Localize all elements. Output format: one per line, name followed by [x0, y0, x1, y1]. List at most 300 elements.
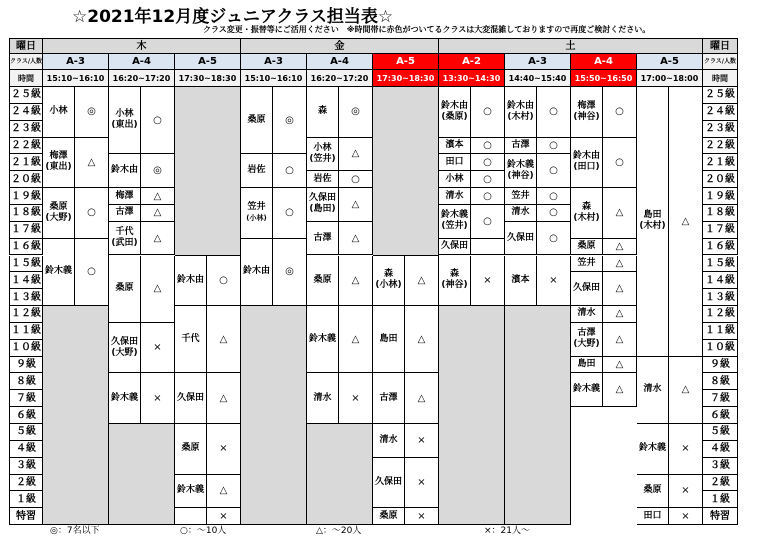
class-header: A-3 [241, 54, 307, 70]
capacity-mark: △ [405, 256, 439, 307]
teacher-cell [175, 306, 207, 373]
teacher-name: 千代 [115, 227, 134, 238]
class-count-label-right: クラス/人数 [703, 54, 738, 70]
teacher-name: 鈴木由 [440, 100, 468, 111]
teacher-name: 梅澤 [577, 100, 596, 111]
teacher-name: 久保田 [308, 193, 336, 204]
teacher-cell [43, 239, 75, 306]
teacher-cell [637, 357, 669, 424]
unavailable-block [109, 424, 175, 525]
class-header: A-4 [571, 54, 637, 70]
capacity-mark: △ [339, 306, 373, 373]
teacher-name: 鈴木由 [110, 165, 138, 176]
teacher-name: 桑原 [115, 283, 134, 294]
level-label-left: １１級 [9, 323, 43, 340]
class-header: A-4 [307, 54, 373, 70]
teacher-name: 久保田 [176, 392, 204, 403]
class-time: 13:30~14:30 [439, 70, 505, 87]
capacity-mark: △ [603, 239, 637, 256]
teacher-name: 清水 [577, 308, 596, 319]
level-label-right: ２０級 [703, 171, 738, 188]
capacity-mark: △ [669, 87, 703, 357]
teacher-cell [307, 87, 339, 138]
capacity-mark: × [339, 373, 373, 424]
teacher-name: 久保田 [110, 336, 138, 347]
teacher-cell [571, 272, 603, 306]
capacity-mark: ○ [273, 154, 307, 188]
teacher-name: 桑原 [247, 114, 266, 125]
level-label-left: １７級 [9, 222, 43, 239]
teacher-name: 島田 [643, 210, 662, 221]
teacher-name: 岩佐 [313, 173, 332, 184]
capacity-mark: ◎ [75, 87, 109, 138]
capacity-mark: ○ [537, 87, 571, 138]
teacher-cell [175, 424, 207, 475]
teacher-cell [307, 306, 339, 373]
capacity-mark: ○ [471, 188, 505, 205]
teacher-cell [373, 306, 405, 373]
capacity-mark: × [537, 256, 571, 307]
teacher-cell [175, 256, 207, 307]
teacher-name: (武田) [111, 238, 138, 249]
class-time: 15:10~16:10 [43, 70, 109, 87]
capacity-mark: × [405, 458, 439, 509]
level-label-left: ２４級 [9, 104, 43, 121]
capacity-mark: ○ [273, 188, 307, 239]
capacity-mark: ○ [603, 138, 637, 189]
teacher-cell [637, 475, 669, 509]
teacher-name: 久保田 [374, 476, 402, 487]
teacher-name: 古澤 [379, 392, 398, 403]
teacher-name: 桑原 [313, 274, 332, 285]
teacher-name: 古澤 [511, 139, 530, 150]
capacity-mark: ○ [471, 205, 505, 239]
time-label-right: 時間 [703, 70, 738, 87]
teacher-cell [571, 323, 603, 357]
teacher-name: 森 [383, 269, 393, 280]
unavailable-block [439, 306, 505, 525]
teacher-name: 小林 [49, 106, 68, 117]
capacity-mark: × [405, 424, 439, 458]
teacher-cell [373, 373, 405, 424]
teacher-cell [571, 138, 603, 189]
teacher-name: 鈴木由 [572, 151, 600, 162]
capacity-mark: × [669, 424, 703, 475]
level-label-left: １８級 [9, 205, 43, 222]
teacher-cell [505, 87, 537, 138]
teacher-cell [307, 188, 339, 222]
teacher-cell [439, 87, 471, 138]
teacher-name: (大野) [573, 339, 600, 350]
teacher-name: 小林 [445, 173, 464, 184]
teacher-name: 久保田 [506, 232, 534, 243]
level-label-right: １６級 [703, 239, 738, 256]
teacher-cell [439, 239, 471, 256]
day-friday: 金 [241, 38, 439, 54]
teacher-name: 鈴木義 [176, 485, 204, 496]
level-label-left: ２５級 [9, 87, 43, 104]
day-label-left: 曜日 [9, 38, 43, 54]
teacher-cell [109, 154, 141, 188]
class-header: A-2 [439, 54, 505, 70]
teacher-name: (大野) [45, 212, 72, 223]
capacity-mark: △ [207, 306, 241, 373]
level-label-right: ５級 [703, 424, 738, 441]
level-label-right: １１級 [703, 323, 738, 340]
class-count-label-left: クラス/人数 [9, 54, 43, 70]
teacher-name: 笠井 [247, 201, 266, 212]
level-label-left: ７級 [9, 390, 43, 407]
capacity-mark: × [471, 256, 505, 307]
class-time: 17:30~18:30 [373, 70, 439, 87]
day-label-right: 曜日 [703, 38, 738, 54]
teacher-cell [373, 458, 405, 509]
capacity-mark: ○ [471, 87, 505, 138]
level-label-right: １２級 [703, 306, 738, 323]
class-time: 16:20~17:20 [109, 70, 175, 87]
teacher-name: 森 [581, 201, 591, 212]
schedule-table [9, 38, 738, 525]
teacher-cell [505, 256, 537, 307]
capacity-mark: △ [603, 272, 637, 306]
level-label-right: 特習 [703, 508, 738, 525]
level-label-left: ２１級 [9, 154, 43, 171]
class-time: 17:30~18:30 [175, 70, 241, 87]
teacher-name: 森 [317, 106, 327, 117]
capacity-mark: ○ [471, 138, 505, 155]
capacity-mark [471, 239, 505, 256]
teacher-name: 清水 [445, 190, 464, 201]
teacher-name: (田口) [573, 162, 600, 173]
level-label-right: １４級 [703, 272, 738, 289]
level-label-left: ４級 [9, 441, 43, 458]
teacher-name: (小林) [375, 280, 402, 291]
capacity-mark: ○ [339, 171, 373, 188]
capacity-mark: × [207, 508, 241, 525]
teacher-cell [505, 154, 537, 188]
level-label-right: ７級 [703, 390, 738, 407]
teacher-name: (笠井) [309, 153, 336, 164]
class-time: 14:40~15:40 [505, 70, 571, 87]
teacher-cell [637, 424, 669, 475]
level-label-left: ２級 [9, 475, 43, 492]
level-label-right: ２１級 [703, 154, 738, 171]
teacher-name: 梅澤 [49, 151, 68, 162]
teacher-name: 鈴木義 [506, 159, 534, 170]
level-label-right: ４級 [703, 441, 738, 458]
teacher-cell [109, 205, 141, 222]
teacher-name: 千代 [181, 333, 200, 344]
teacher-name: 桑原 [577, 241, 596, 252]
capacity-mark: × [141, 323, 175, 374]
teacher-name: 古澤 [313, 232, 332, 243]
capacity-mark: △ [339, 256, 373, 307]
capacity-mark: ○ [75, 188, 109, 239]
teacher-cell [571, 239, 603, 256]
level-label-left: １５級 [9, 256, 43, 273]
teacher-cell [637, 87, 669, 357]
class-time: 15:50~16:50 [571, 70, 637, 87]
teacher-name: 清水 [511, 207, 530, 218]
time-label-left: 時間 [9, 70, 43, 87]
teacher-cell [373, 256, 405, 307]
teacher-name: 桑原 [643, 485, 662, 496]
capacity-mark: △ [141, 256, 175, 323]
level-label-right: ６級 [703, 407, 738, 424]
teacher-cell [505, 188, 537, 205]
class-time: 15:10~16:10 [241, 70, 307, 87]
level-label-left: １０級 [9, 340, 43, 357]
class-time: 17:00~18:00 [637, 70, 703, 87]
capacity-mark: △ [339, 222, 373, 256]
teacher-cell [109, 373, 141, 424]
teacher-cell [505, 138, 537, 155]
level-label-right: １３級 [703, 289, 738, 306]
teacher-name: 久保田 [440, 241, 468, 252]
teacher-name: (神谷) [507, 170, 534, 181]
teacher-name: 鈴木義 [638, 443, 666, 454]
teacher-name: (大野) [111, 347, 138, 358]
teacher-name: (東出) [111, 120, 138, 131]
teacher-name: 古澤 [115, 207, 134, 218]
class-header: A-3 [43, 54, 109, 70]
teacher-name: 桑原 [49, 201, 68, 212]
teacher-name: 清水 [379, 434, 398, 445]
capacity-mark: △ [603, 323, 637, 357]
level-label-right: １９級 [703, 188, 738, 205]
teacher-name: 桑原 [379, 510, 398, 521]
teacher-name: (神谷) [441, 280, 468, 291]
teacher-cell [307, 138, 339, 172]
legend-item-crowded: ×：21人～ [484, 526, 530, 536]
teacher-name: 鈴木義 [572, 384, 600, 395]
capacity-mark: △ [141, 188, 175, 205]
level-label-right: ３級 [703, 458, 738, 475]
capacity-mark: ○ [603, 87, 637, 138]
page-title: ☆2021年12月度ジュニアクラス担当表☆ [72, 7, 394, 27]
teacher-name: (木村) [507, 111, 534, 122]
level-label-left: 特習 [9, 508, 43, 525]
teacher-cell [571, 373, 603, 407]
teacher-cell [307, 222, 339, 256]
unavailable-block [175, 87, 241, 256]
legend [0, 523, 764, 539]
teacher-name: 濱本 [511, 274, 530, 285]
teacher-name: (神谷) [573, 111, 600, 122]
teacher-name: 桑原 [181, 443, 200, 454]
legend-item-good: ○：～10人 [180, 526, 227, 536]
teacher-name: 鈴木義 [44, 266, 72, 277]
level-label-left: １２級 [9, 306, 43, 323]
capacity-mark: ◎ [141, 154, 175, 188]
capacity-mark: △ [603, 256, 637, 273]
teacher-note: (小林) [246, 213, 267, 222]
class-header: A-5 [637, 54, 703, 70]
teacher-name: (島田) [309, 204, 336, 215]
capacity-mark: △ [141, 205, 175, 222]
capacity-mark: ○ [537, 205, 571, 222]
teacher-cell [571, 87, 603, 138]
capacity-mark: △ [405, 306, 439, 373]
level-label-left: ２０級 [9, 171, 43, 188]
level-label-right: １７級 [703, 222, 738, 239]
teacher-cell [241, 188, 273, 239]
level-label-right: ２２級 [703, 138, 738, 155]
level-label-left: ２２級 [9, 138, 43, 155]
capacity-mark: ○ [537, 188, 571, 205]
level-label-right: ２級 [703, 475, 738, 492]
capacity-mark: △ [141, 222, 175, 256]
capacity-mark: △ [603, 188, 637, 239]
day-saturday: 土 [439, 38, 703, 54]
teacher-name: 笠井 [511, 190, 530, 201]
teacher-name: 島田 [577, 359, 596, 370]
teacher-name: 鈴木義 [308, 333, 336, 344]
teacher-cell [43, 138, 75, 189]
level-label-right: ２３級 [703, 121, 738, 138]
capacity-mark: ○ [471, 154, 505, 171]
teacher-cell [571, 306, 603, 323]
capacity-mark: ○ [207, 256, 241, 307]
teacher-cell [505, 205, 537, 222]
teacher-cell [439, 138, 471, 155]
level-label-right: １５級 [703, 256, 738, 273]
capacity-mark: △ [405, 373, 439, 424]
class-time: 16:20~17:20 [307, 70, 373, 87]
unavailable-block [241, 306, 307, 525]
teacher-name: 田口 [643, 510, 662, 521]
level-label-left: ５級 [9, 424, 43, 441]
capacity-mark: △ [75, 138, 109, 189]
capacity-mark: ○ [75, 239, 109, 306]
capacity-mark: ◎ [273, 239, 307, 306]
teacher-name: (木村) [639, 221, 666, 232]
teacher-name: 清水 [313, 392, 332, 403]
teacher-cell [43, 188, 75, 239]
teacher-cell [109, 188, 141, 205]
capacity-mark: △ [339, 188, 373, 222]
teacher-cell [571, 357, 603, 374]
capacity-mark: △ [339, 138, 373, 172]
class-header: A-3 [505, 54, 571, 70]
teacher-name: 古澤 [577, 328, 596, 339]
level-label-left: ９級 [9, 357, 43, 374]
teacher-cell [439, 205, 471, 239]
teacher-cell [307, 256, 339, 307]
unavailable-block [373, 87, 439, 256]
capacity-mark: ◎ [273, 87, 307, 154]
day-thursday: 木 [43, 38, 241, 54]
level-label-left: ３級 [9, 458, 43, 475]
capacity-mark: ○ [537, 222, 571, 256]
unavailable-block [505, 306, 571, 525]
capacity-mark: × [141, 373, 175, 424]
capacity-mark: △ [603, 373, 637, 407]
capacity-mark: × [669, 508, 703, 525]
teacher-cell [109, 323, 141, 374]
capacity-mark: △ [603, 306, 637, 323]
capacity-mark: △ [207, 373, 241, 424]
capacity-mark: × [405, 508, 439, 525]
class-header: A-4 [109, 54, 175, 70]
capacity-mark: ○ [471, 171, 505, 188]
teacher-cell [175, 475, 207, 509]
capacity-mark: △ [669, 357, 703, 424]
teacher-name: 田口 [445, 156, 464, 167]
teacher-name: (木村) [573, 212, 600, 223]
teacher-name: 濱本 [445, 139, 464, 150]
teacher-name: 鈴木由 [506, 100, 534, 111]
teacher-cell [439, 171, 471, 188]
teacher-name: 森 [449, 269, 459, 280]
level-label-right: ２４級 [703, 104, 738, 121]
teacher-name: 鈴木義 [110, 392, 138, 403]
teacher-cell [307, 373, 339, 424]
teacher-name: 岩佐 [247, 165, 266, 176]
teacher-name: 小林 [115, 109, 134, 120]
level-label-left: １４級 [9, 272, 43, 289]
level-label-left: １３級 [9, 289, 43, 306]
class-header: A-5 [373, 54, 439, 70]
legend-item-fair: △：～20人 [316, 526, 362, 536]
level-label-right: ８級 [703, 373, 738, 390]
teacher-cell [307, 171, 339, 188]
teacher-cell [109, 222, 141, 256]
level-label-right: １８級 [703, 205, 738, 222]
unavailable-block [307, 424, 373, 525]
teacher-cell [241, 87, 273, 154]
capacity-mark: ○ [537, 138, 571, 155]
teacher-name: 鈴木由 [176, 274, 204, 285]
teacher-name: 梅澤 [115, 190, 134, 201]
capacity-mark: △ [603, 357, 637, 374]
capacity-mark: ○ [537, 154, 571, 188]
teacher-cell [43, 87, 75, 138]
level-label-left: ２３級 [9, 121, 43, 138]
teacher-name: 鈴木義 [440, 210, 468, 221]
teacher-cell [505, 222, 537, 256]
level-label-left: ６級 [9, 407, 43, 424]
teacher-cell [571, 188, 603, 239]
capacity-mark: ○ [141, 87, 175, 154]
capacity-mark: ◎ [339, 87, 373, 138]
level-label-right: １級 [703, 491, 738, 508]
capacity-mark: △ [207, 475, 241, 509]
teacher-name: 鈴木由 [242, 266, 270, 277]
teacher-cell [439, 256, 471, 307]
level-label-right: １０級 [703, 340, 738, 357]
level-label-right: ２５級 [703, 87, 738, 104]
teacher-cell [373, 424, 405, 458]
level-label-left: １級 [9, 491, 43, 508]
class-header: A-5 [175, 54, 241, 70]
teacher-name: (笠井) [441, 221, 468, 232]
teacher-cell [109, 87, 141, 154]
teacher-name: 清水 [643, 384, 662, 395]
teacher-cell [241, 239, 273, 306]
teacher-name: 久保田 [572, 283, 600, 294]
level-label-right: ９級 [703, 357, 738, 374]
page-subtitle: クラス変更・振替等にご活用ください ※時間帯に赤色がついてるクラスは大変混雑しておりますので再度ご検討ください。 [203, 25, 651, 34]
teacher-name: 笠井 [577, 257, 596, 268]
capacity-mark: × [669, 475, 703, 509]
teacher-cell [175, 373, 207, 424]
unavailable-block [43, 306, 109, 525]
legend-item-excellent: ◎：7名以下 [50, 526, 100, 536]
teacher-name: 島田 [379, 333, 398, 344]
teacher-name: 小林 [313, 142, 332, 153]
capacity-mark: × [207, 424, 241, 475]
